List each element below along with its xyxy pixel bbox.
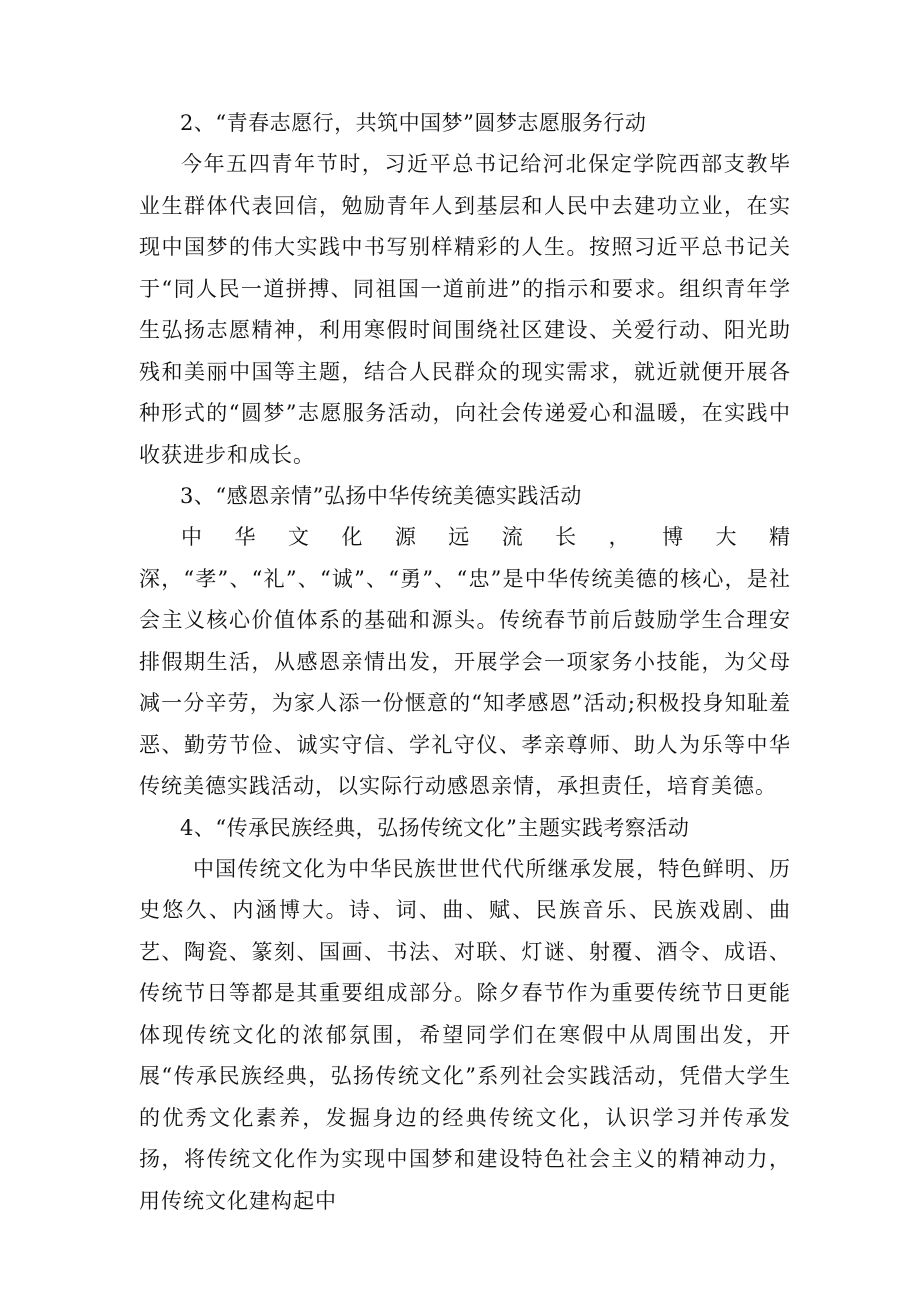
- section-4: [139, 808, 791, 1223]
- section-heading: 2、“青春志愿行，共筑中国梦”圆梦志愿服务行动: [180, 111, 647, 135]
- section-paragraph: 今年五四青年节时，习近平总书记给河北保定学院西部支教毕业生群体代表回信，勉励青年人到基层和人民中去建功立业，在实现中国梦的伟大实践中书写别样精彩的人生。按照习近平总书记关于“同人民一道拼搏、同祖国一道前进”的指示和要求。组织青年学生弘扬志愿精神，利用寒假时间围绕社区建设、关爱行动、阳光助残和美丽中国等主题，结合人民群众的现实需求，就近就便开展各种形式的“圆梦”志愿服务活动，向社会传递爱心和温暖，在实践中收获进步和成长。: [139, 152, 791, 467]
- section-heading: 4、“传承民族经典，弘扬传统文化”主题实践考察活动: [180, 815, 690, 840]
- section-heading: 3、“感恩亲情”弘扬中华传统美德实践活动: [180, 484, 582, 508]
- section-paragraph: 中华文化源远流长，博大精深，“孝”、“礼”、“诚”、“勇”、“忠”是中华传统美德的核心，是社会主义核心价值体系的基础和源头。传统春节前后鼓励学生合理安排假期生活，从感恩亲情出发，开展学会一项家务小技能，为父母减一分辛劳，为家人添一份惬意的“知孝感恩”活动;积极投身知耻羞恶、勤劳节俭、诚实守信、学礼守仪、孝亲尊师、助人为乐等中华传统美德实践活动，以实际行动感恩亲情，承担责任，培育美德。: [139, 525, 791, 798]
- section-2: [139, 103, 791, 476]
- section-paragraph: 中国传统文化为中华民族世世代代所继承发展，特色鲜明、历史悠久、内涵博大。诗、词、曲、赋、民族音乐、民族戏剧、曲艺、陶瓷、篆刻、国画、书法、对联、灯谜、射覆、酒令、成语、传统节日等都是其重要组成部分。除夕春节作为重要传统节日更能体现传统文化的浓郁氛围，希望同学们在寒假中从周围出发，开展“传承民族经典，弘扬传统文化”系列社会实践活动，凭借大学生的优秀文化素养，发掘身边的经典传统文化，认识学习并传承发扬，将传统文化作为实现中国梦和建设特色社会主义的精神动力，用传统文化建构起中: [139, 856, 791, 1213]
- section-3: [139, 476, 791, 808]
- document-body: [139, 103, 791, 1222]
